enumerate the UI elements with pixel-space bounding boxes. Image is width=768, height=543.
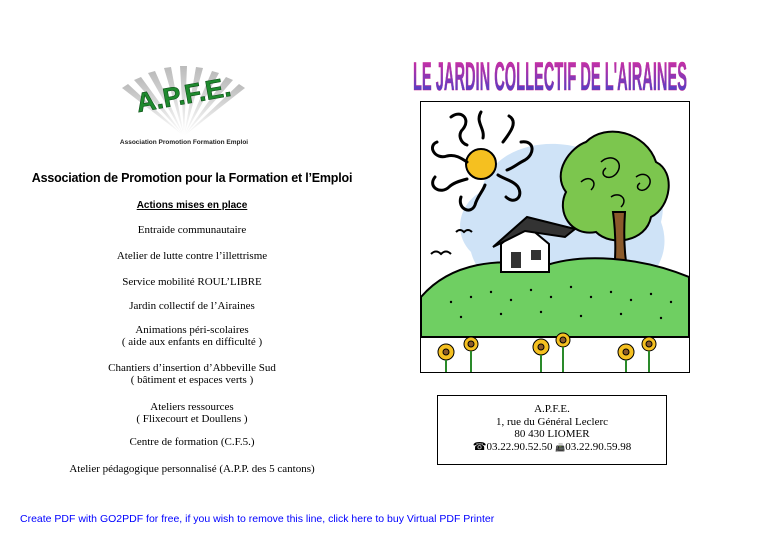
- org-name: A.P.F.E.: [534, 403, 570, 415]
- contact-line: [438, 441, 666, 455]
- logo-acronym: A.P.F.E.: [133, 71, 234, 119]
- action-detail: ( bâtiment et espaces verts ): [130, 374, 254, 386]
- action-label: Chantiers d’insertion d’Abbeville Sud: [108, 362, 276, 374]
- fax-number: 03.22.90.59.98: [565, 440, 632, 453]
- action-label: Entraide communautaire: [137, 224, 247, 236]
- action-label: Animations péri-scolaires: [135, 324, 249, 336]
- action-item: [0, 463, 384, 475]
- logo-rays-graphic: [114, 58, 254, 138]
- phone-icon: ☎: [472, 440, 487, 453]
- garden-title: LE JARDIN COLLECTIF DE L'AIRAINES: [413, 55, 687, 96]
- action-label: Centre de formation (C.F.5.): [129, 436, 255, 448]
- action-label: Atelier pédagogique personnalisé (A.P.P. des 5 cantons): [69, 463, 315, 475]
- fax-icon: 📠: [555, 442, 566, 452]
- page-title: Association de Promotion pour la Formation et l’Emploi: [31, 171, 353, 185]
- apfe-logo: [114, 58, 254, 146]
- action-item: [0, 250, 384, 262]
- action-label: Atelier de lutte contre l’illettrisme: [116, 250, 268, 262]
- go2pdf-footer-link[interactable]: Create PDF with GO2PDF for free, if you wish to remove this line, click here to buy Virtual PDF Printer: [20, 513, 495, 525]
- action-detail: ( Flixecourt et Doullens ): [136, 413, 248, 425]
- action-item: [0, 401, 384, 425]
- actions-heading: Actions mises en place: [136, 200, 248, 211]
- action-item: [0, 324, 384, 348]
- action-item: [0, 436, 384, 448]
- street-address: 1, rue du Général Leclerc: [495, 415, 609, 428]
- action-label: Service mobilité ROUL’LIBRE: [122, 276, 262, 288]
- action-label: Jardin collectif de l’Airaines: [129, 300, 255, 312]
- action-item: [0, 300, 384, 312]
- action-item: [0, 276, 384, 288]
- action-label: Ateliers ressources: [150, 401, 234, 413]
- action-item: [0, 362, 384, 386]
- city-postcode: 80 430 LIOMER: [514, 428, 590, 440]
- garden-clipart: [421, 102, 689, 372]
- address-box: [437, 395, 667, 465]
- phone-number: 03.22.90.52.50: [486, 440, 553, 453]
- action-detail: ( aide aux enfants en difficulté ): [121, 336, 263, 348]
- garden-title-wordart: [410, 50, 690, 96]
- garden-illustration: [420, 101, 690, 373]
- action-item: [0, 224, 384, 236]
- logo-caption: Association Promotion Formation Emploi: [119, 139, 249, 146]
